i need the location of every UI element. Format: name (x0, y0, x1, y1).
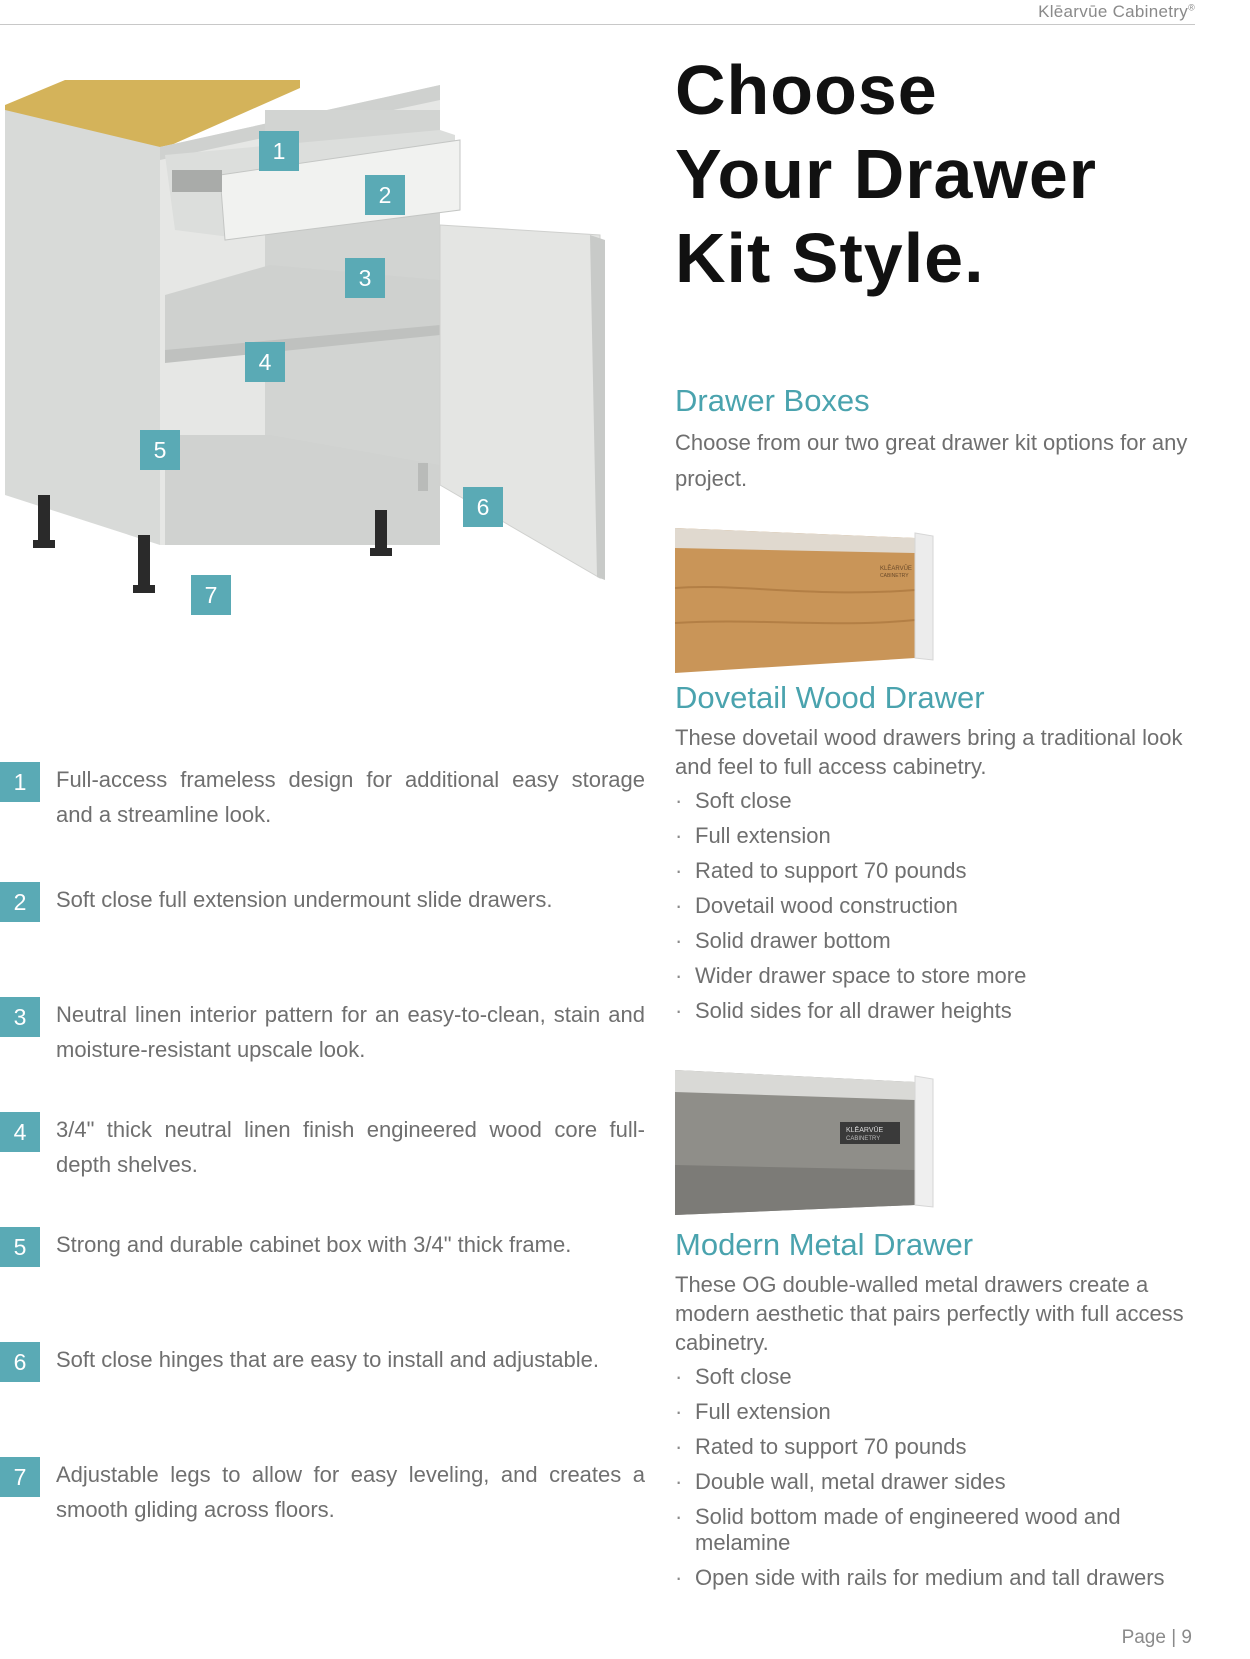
feature-number: 5 (0, 1227, 40, 1267)
dovetail-logo-line1: KLĒARVŪE (880, 566, 912, 572)
drawer-boxes-heading: Drawer Boxes (675, 383, 870, 418)
feature-text: Neutral linen interior pattern for an easy-to-clean, stain and moisture-resistant upscale look. (56, 1002, 645, 1062)
feature-text: 3/4" thick neutral linen finish engineered wood core full-depth shelves. (56, 1117, 645, 1177)
dovetail-bullet: · Full extension (675, 823, 1235, 849)
brand-name: Klēarvūe Cabinetry® (1038, 2, 1195, 21)
metal-logo-line1: KLĒARVŪE (846, 1127, 884, 1134)
feature-text: Strong and durable cabinet box with 3/4" thick frame. (56, 1232, 572, 1257)
dovetail-bullet: · Solid sides for all drawer heights (675, 998, 1235, 1024)
dovetail-bullet: · Wider drawer space to store more (675, 963, 1235, 989)
metal-text: These OG double-walled metal drawers create a modern aesthetic that pairs perfectly with full access cabinetry. (675, 1272, 1184, 1355)
feature-text: Soft close full extension undermount slide drawers. (56, 887, 553, 912)
dovetail-bullet: · Rated to support 70 pounds (675, 858, 1235, 884)
metal-bullet: · Soft close (675, 1364, 1235, 1390)
metal-heading: Modern Metal Drawer (675, 1227, 974, 1262)
cabinet-side-panel (5, 110, 160, 545)
hinge (418, 463, 428, 491)
feature-text: Soft close hinges that are easy to install and adjustable. (56, 1347, 600, 1372)
feature-item-5 (0, 1227, 645, 1262)
feature-item-6 (0, 1342, 645, 1377)
feature-text: Adjustable legs to allow for easy leveling, and creates a smooth gliding across floors. (56, 1462, 645, 1522)
feature-item-3 (0, 997, 645, 1067)
metal-bullet: · Rated to support 70 pounds (675, 1434, 1235, 1460)
dovetail-bullet: · Dovetail wood construction (675, 893, 1235, 919)
feature-number: 1 (0, 762, 40, 802)
feature-item-7 (0, 1457, 645, 1527)
feature-number: 4 (0, 1112, 40, 1152)
metal-bullet: · Full extension (675, 1399, 1235, 1425)
feature-number: 3 (0, 997, 40, 1037)
feature-item-4 (0, 1112, 645, 1182)
header-rule (0, 24, 1195, 25)
feature-number: 6 (0, 1342, 40, 1382)
feature-item-1 (0, 762, 645, 832)
dovetail-logo-line2: CABINETRY (880, 573, 909, 579)
cabinet-illustration (0, 55, 640, 655)
metal-bullet: · Open side with rails for medium and tall drawers (675, 1565, 1235, 1591)
dovetail-drawer-image (675, 528, 940, 673)
feature-number: 7 (0, 1457, 40, 1497)
dovetail-heading: Dovetail Wood Drawer (675, 680, 985, 715)
metal-drawer-image (675, 1070, 940, 1215)
metal-bullets (675, 1364, 1235, 1600)
dovetail-text: These dovetail wood drawers bring a traditional look and feel to full access cabinetry. (675, 725, 1183, 779)
feature-item-2 (0, 882, 645, 917)
dovetail-bullet: · Soft close (675, 788, 1235, 814)
page-title: Choose Your Drawer Kit Style. (675, 51, 1098, 297)
metal-logo-line2: CABINETRY (846, 1136, 881, 1142)
metal-bullet: · Double wall, metal drawer sides (675, 1469, 1235, 1495)
page-number: Page | 9 (1121, 1627, 1192, 1648)
drawer-boxes-text: Choose from our two great drawer kit options for any project. (675, 430, 1188, 491)
dovetail-bullets (675, 788, 1235, 1033)
metal-bullet: · Solid bottom made of engineered wood and melamine (675, 1504, 1195, 1556)
dovetail-bullet: · Solid drawer bottom (675, 928, 1235, 954)
feature-number: 2 (0, 882, 40, 922)
feature-text: Full-access frameless design for additional easy storage and a streamline look. (56, 767, 645, 827)
